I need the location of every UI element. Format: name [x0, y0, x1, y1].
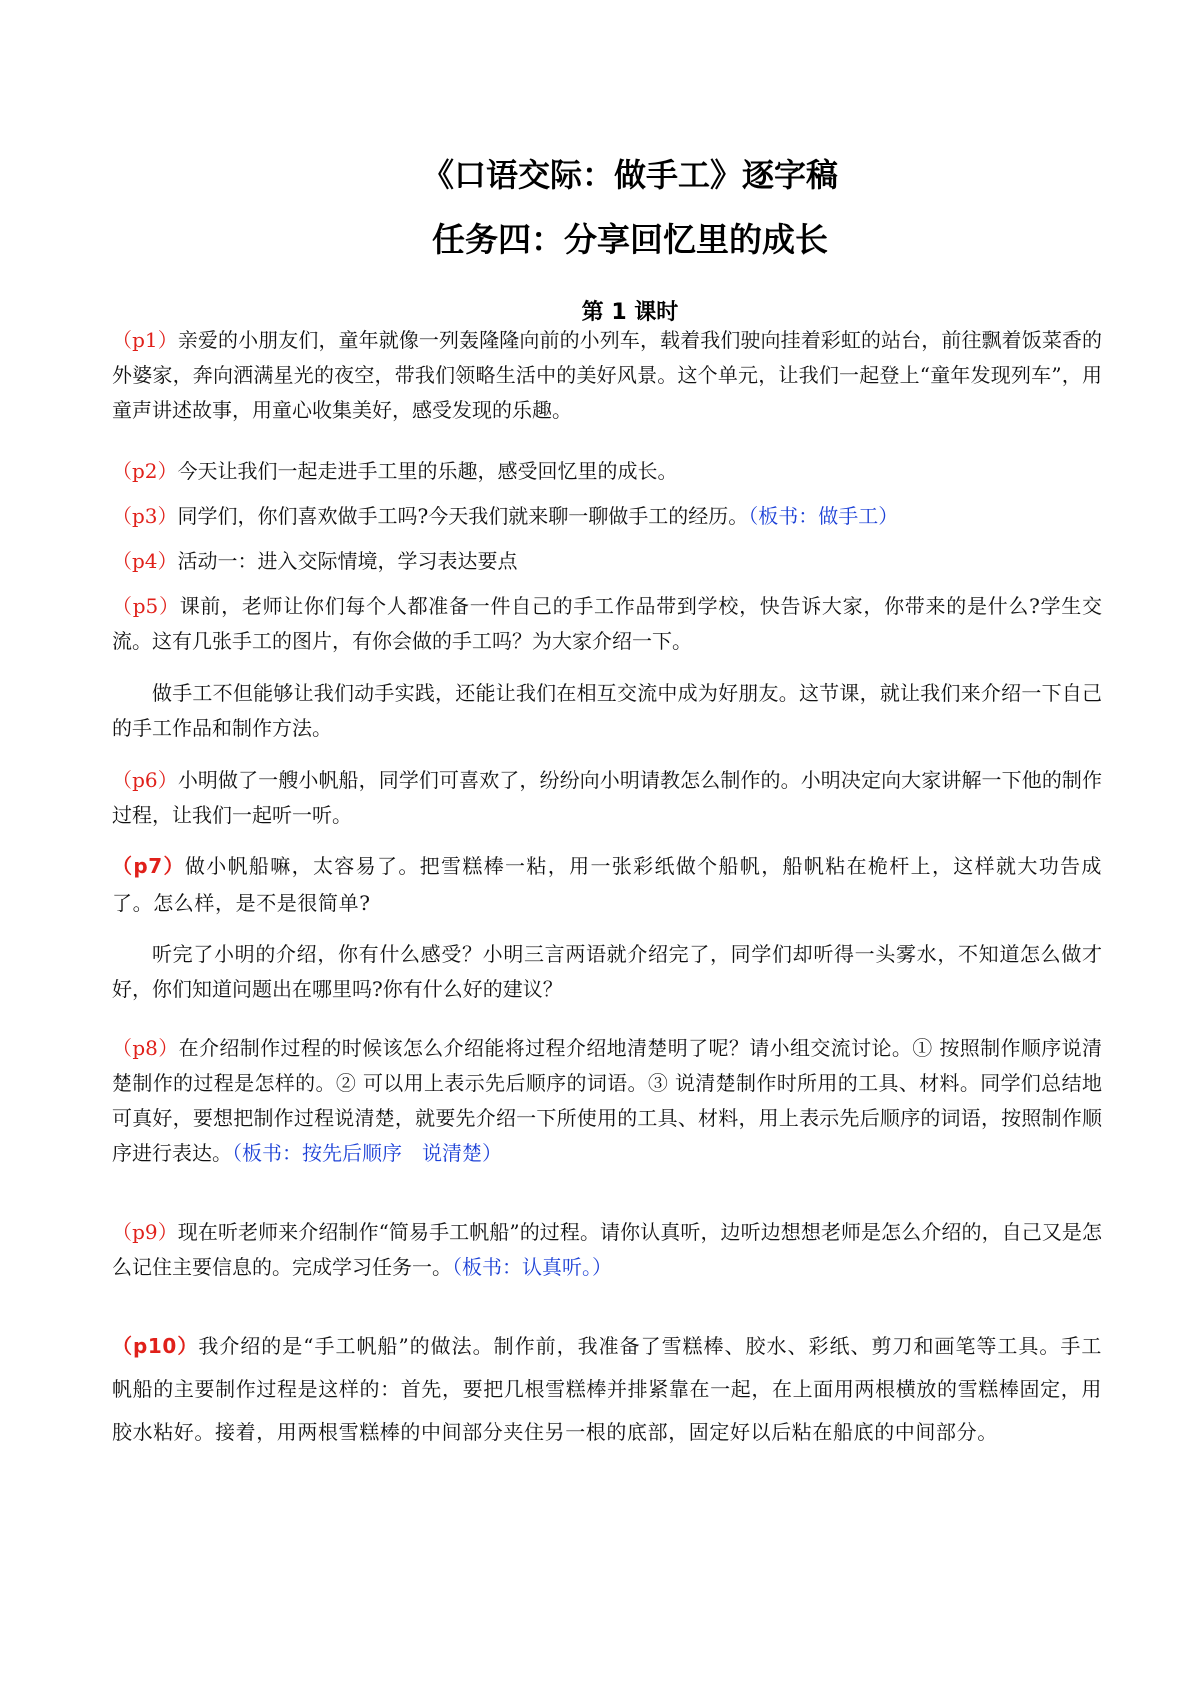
board-note: （板书：做手工）: [748, 504, 899, 528]
board-note: （板书：认真听。）: [452, 1255, 612, 1279]
paragraph-tag: （p1）: [112, 328, 178, 352]
paragraph-text: 亲爱的小朋友们，童年就像一列轰隆隆向前的小列车，载着我们驶向挂着彩虹的站台，前往飘着饭菜香的外婆家，奔向洒满星光的夜空，带我们领略生活中的美好风景。这个单元，让我们一起登上“童年发现列车”，用童声讲述故事，用童心收集美好，感受发现的乐趣。: [112, 328, 1103, 422]
lesson-label: 第 1 课时: [581, 300, 679, 325]
paragraph-p10: [112, 1325, 1102, 1454]
paragraph-text: 我介绍的是“手工帆船”的做法。制作前，我准备了雪糕棒、胶水、彩纸、剪刀和画笔等工具。手工帆船的主要制作过程是这样的：首先，要把几根雪糕棒并排紧靠在一起，在上面用两根横放的雪糕棒固定，用胶水粘好。接着，用两根雪糕棒的中间部分夹住另一根的底部，固定好以后粘在船底的中间部分。: [112, 1334, 1102, 1444]
paragraph-tag: （p3）: [112, 504, 178, 528]
paragraph-text: 课前，老师让你们每个人都准备一件自己的手工作品带到学校，快告诉大家，你带来的是什么?学生交流。这有几张手工的图片，有你会做的手工吗？为大家介绍一下。: [112, 594, 1102, 653]
paragraph-text: 听完了小明的介绍，你有什么感受？小明三言两语就介绍完了，同学们却听得一头雾水，不知道怎么做才好，你们知道问题出在哪里吗?你有什么好的建议？: [112, 942, 1102, 1001]
paragraph-p7: [112, 848, 1102, 922]
paragraph-p5: [112, 589, 1102, 659]
paragraph-p8: [112, 1031, 1102, 1171]
paragraph-text: 小明做了一艘小帆船，同学们可喜欢了，纷纷向小明请教怎么制作的。小明决定向大家讲解一下他的制作过程，让我们一起听一听。: [112, 768, 1103, 827]
paragraph-tag: （p10）: [112, 1334, 199, 1358]
paragraph-p5-continued: [112, 676, 1102, 746]
document-title: 《口语交际：做手工》逐字稿: [421, 156, 838, 194]
paragraph-p6: [112, 763, 1102, 833]
paragraph-tag: （p2）: [112, 459, 178, 483]
paragraph-tag: （p9）: [112, 1220, 178, 1244]
paragraph-p2: [112, 454, 1102, 489]
paragraph-p9: [112, 1215, 1102, 1285]
paragraph-tag: （p5）: [112, 594, 180, 618]
paragraph-text: 现在听老师来介绍制作“简易手工帆船”的过程。请你认真听，边听边想想老师是怎么介绍的，自己又是怎么记住主要信息的。完成学习任务一。: [112, 1220, 1102, 1279]
paragraph-text: 在介绍制作过程的时候该怎么介绍能将过程介绍地清楚明了呢？请小组交流讨论。① 按照制作顺序说清楚制作的过程是怎样的。② 可以用上表示先后顺序的词语。③ 说清楚制作时所用的工具、材料。同学们总结地可真好，要想把制作过程说清楚，就要先介绍一下所使用的工具、材料，用上表示先后顺序的词语，按照制作顺序进行表达。: [112, 1036, 1103, 1165]
paragraph-tag: （p8）: [112, 1036, 179, 1060]
paragraph-tag: （p7）: [112, 854, 185, 878]
paragraph-tag: （p6）: [112, 768, 178, 792]
paragraph-p7-continued: [112, 937, 1102, 1007]
paragraph-p4: [112, 544, 1102, 579]
paragraph-p3: [112, 499, 1102, 534]
paragraph-text: 同学们，你们喜欢做手工吗?今天我们就来聊一聊做手工的经历。: [177, 504, 749, 528]
paragraph-tag: （p4）: [112, 549, 178, 573]
paragraph-text: 做小帆船嘛，太容易了。把雪糕棒一粘，用一张彩纸做个船帆，船帆粘在桅杆上，这样就大功告成了。怎么样，是不是很简单?: [112, 854, 1102, 915]
task-subtitle: 任务四：分享回忆里的成长: [432, 220, 828, 259]
paragraph-text: 今天让我们一起走进手工里的乐趣，感受回忆里的成长。: [177, 459, 678, 483]
paragraph-text: 活动一：进入交际情境，学习表达要点: [177, 549, 518, 573]
board-note: （板书：按先后顺序 说清楚）: [232, 1141, 502, 1165]
paragraph-p1: [112, 323, 1102, 428]
paragraph-text: 做手工不但能够让我们动手实践，还能让我们在相互交流中成为好朋友。这节课，就让我们来介绍一下自己的手工作品和制作方法。: [112, 681, 1102, 740]
